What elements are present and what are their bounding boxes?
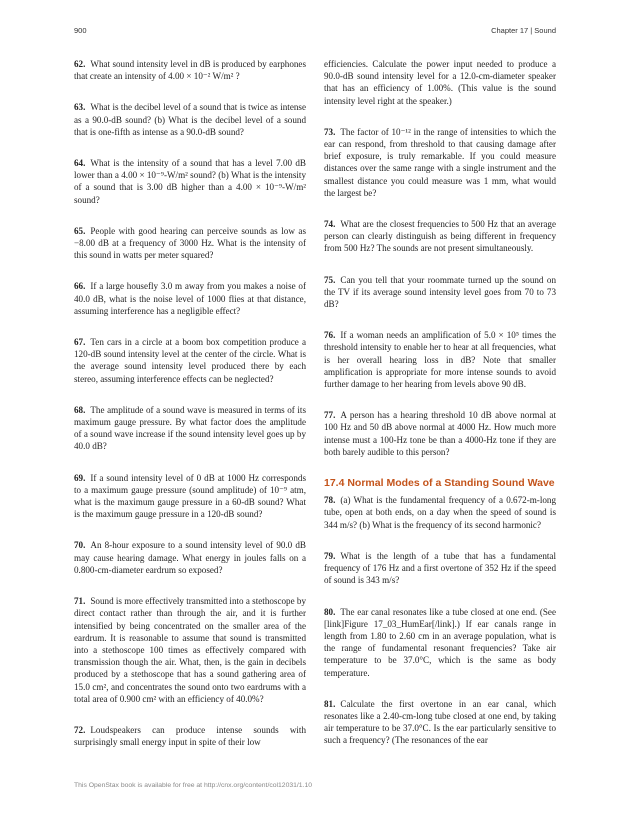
problem-text: Loudspeakers can produce intense sounds with surprisingly small energy input in spite of their low [74,724,306,748]
problem-number: 79. [324,550,336,561]
problem [74,225,306,262]
problem-text: The amplitude of a sound wave is measured in terms of its maximum gauge pressure. By what factor does the amplitude of a sound wave increase if the sound intensity level goes up by 40.0 dB? [74,404,306,452]
problem [74,101,306,138]
problem-text: An 8-hour exposure to a sound intensity level of 90.0 dB may cause hearing damage. What energy in joules falls on a 0.800-cm-diameter eardrum so exposed? [74,540,306,575]
problem [324,218,556,255]
problem-text: What sound intensity level in dB is produced by earphones that create an intensity of 4.00 × 10⁻² W/m² ? [74,59,306,82]
problem [74,280,306,317]
left-column [74,58,306,767]
right-column-bottom [324,494,556,746]
problem [74,157,306,206]
problem [74,724,306,748]
problem-number: 81. [324,698,336,709]
problem-number: 66. [74,281,86,292]
problem [324,550,556,587]
problem [74,58,306,82]
problem-text: Sound is more effectively transmitted into a stethoscope by direct contact rather than through the air, and it is further intensified by being concentrated on the smaller area of the eardrum. It is reasonable to assume that sound is transmitted into a stethoscope 100 times as effectively compared with transmission though the air. What, then, is the gain in decibels produced by a stethoscope that has a sound gathering area of 15.0 cm², and concentrates the sound onto two eardrums with a total area of 0.900 cm² with an efficiency of 40.0%? [74,596,306,704]
problem-number: 67. [74,337,86,348]
section-title: 17.4 Normal Modes of a Standing Sound Wave [324,477,555,490]
problem-number: 62. [74,59,86,69]
problem-text: If a sound intensity level of 0 dB at 1000 Hz corresponds to a maximum gauge pressure (sound amplitude) of 10⁻⁹ atm, what is the maximum gauge pressure in a 60-dB sound? What is the maximum gauge pressure in a 120-dB sound? [74,472,306,520]
problem-number: 74. [324,219,336,230]
problem-text: The ear canal resonates like a tube closed at one end. (See [link]Figure 17_03_HumEar[/link].) If ear canals range in length from 1.80 to 2.60 cm in an average population, what is the range of fundamental resonant frequencies? Take air temperature to be 37.0°C, which is the same as body temperature. [324,606,556,678]
page-number: 900 [74,26,87,35]
problem-text: What is the decibel level of a sound that is twice as intense as a 90.0-dB sound? (b) What is the decibel level of a sound that is one-fifth as intense as a 90.0-dB sound? [74,102,306,137]
problem [74,472,306,521]
problem-text: What are the closest frequencies to 500 Hz that an average person can clearly distinguish as being different in frequency from 500 Hz? The sounds are not present simultaneously. [324,219,556,254]
chapter-title: Chapter 17 | Sound [491,26,556,35]
problem-text: (a) What is the fundamental frequency of a 0.672-m-long tube, open at both ends, on a day when the speed of sound is 344 m/s? (b) What is the frequency of its second harmonic? [324,495,556,530]
problem [324,58,556,107]
problem-text: Calculate the first overtone in an ear canal, which resonates like a 2.40-cm-long tube closed at one end, by taking air temperature to be 37.0°C. Is the ear particularly sensitive to such a frequency? (The resonances of the ear [324,698,556,746]
problem [324,274,556,311]
problem [324,126,556,199]
problem-number: 73. [324,126,336,137]
problem [324,329,556,390]
problem-number: 72. [74,724,86,735]
page-header [74,26,556,38]
page-footer: This OpenStax book is available for free at http://cnx.org/content/col12031/1.10 [74,782,313,789]
problem-number: 78. [324,495,336,506]
problem-number: 77. [324,410,336,421]
right-column-top [324,58,556,458]
problem-text: People with good hearing can perceive sounds as low as −8.00 dB at a frequency of 3000 Hz. What is the intensity of this sound in watts per meter squared? [74,225,306,261]
problem-number: 75. [324,274,336,285]
problem [74,539,306,576]
problem-number: 76. [324,330,336,341]
problem-number: 69. [74,472,86,483]
problem-text: If a woman needs an amplification of 5.0 × 10⁵ times the threshold intensity to enable her to hear at all frequencies, what is her overall hearing loss in dB? Note that smaller amplification is appropriate for more intense sounds to avoid further damage to her hearing from levels above 90 dB. [324,330,556,390]
problem [74,595,306,705]
problem [324,698,556,747]
problem-text: What is the length of a tube that has a fundamental frequency of 176 Hz and a first overtone of 352 Hz if the speed of sound is 343 m/s? [324,550,556,586]
problem-text: Can you tell that your roommate turned up the sound on the TV if its average sound intensity level goes from 70 to 73 dB? [324,274,556,310]
right-column [324,58,556,766]
problem [74,336,306,385]
problem [324,494,556,531]
problem-text: Ten cars in a circle at a boom box competition produce a 120-dB sound intensity level at the center of the circle. What is the average sound intensity level produced there by each stereo, assuming interference effects can be neglected? [74,337,306,384]
problem-number: 70. [74,540,86,551]
problem [324,606,556,679]
problem-text: The factor of 10⁻¹² in the range of intensities to which the ear can respond, from threshold to that causing damage after brief exposure, is truly remarkable. If you could measure distances over the same range with a single instrument and the smallest distance you could measure was 1 mm, what would the largest be? [324,126,556,198]
problem-text: A person has a hearing threshold 10 dB above normal at 100 Hz and 50 dB above normal at 4000 Hz. How much more intense must a 100-Hz tone be than a 4000-Hz tone if they are both barely audible to this person? [324,410,556,457]
problem-text: efficiencies. Calculate the power input needed to produce a 90.0-dB sound intensity level for a 12.0-cm-diameter speaker that has an efficiency of 1.00%. (This value is the sound intensity level right at the speaker.) [324,59,556,106]
problem-number: 63. [74,102,86,113]
problem-number: 68. [74,404,86,415]
problem-number: 71. [74,596,86,607]
problem-text: If a large housefly 3.0 m away from you makes a noise of 40.0 dB, what is the noise level of 1000 flies at that distance, assuming interference has a negligible effect? [74,281,306,316]
problem [74,404,306,453]
problem-text: What is the intensity of a sound that has a level 7.00 dB lower than a 4.00 × 10⁻⁹-W/m² sound? (b) What is the intensity of a sound that is 3.00 dB higher than a 4.00 × 10⁻⁹-W/m² sound? [74,158,306,205]
problem-number: 80. [324,606,336,617]
problem [324,409,556,458]
problem-number: 65. [74,225,86,236]
problem-number: 64. [74,158,86,169]
